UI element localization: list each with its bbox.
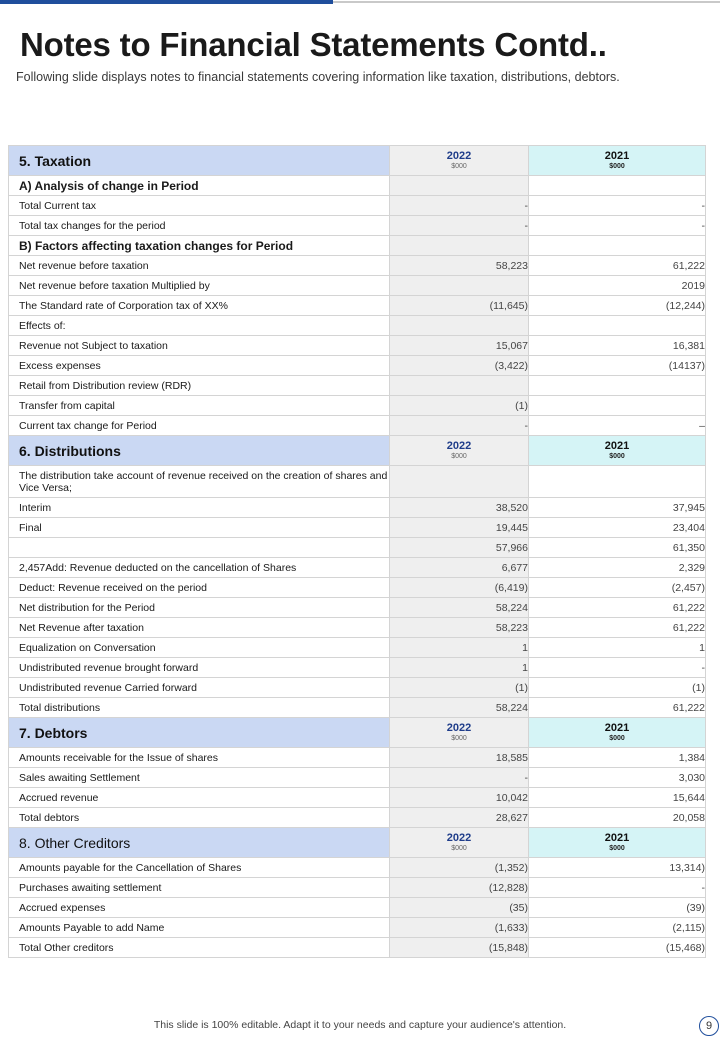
year-2021-label: 2021 <box>604 150 630 162</box>
row-label: Undistributed revenue brought forward <box>9 658 390 678</box>
table-row <box>9 578 706 598</box>
unit-2022-label: $000 <box>451 845 467 852</box>
value-2021: - <box>529 196 706 216</box>
value-2021 <box>529 316 706 336</box>
top-accent-bar <box>0 0 333 4</box>
year-2021-label: 2021 <box>604 440 630 452</box>
table-row <box>9 898 706 918</box>
unit-2021-label: $000 <box>609 735 625 742</box>
value-2021: (12,244) <box>529 296 706 316</box>
unit-2021-label: $000 <box>609 453 625 460</box>
value-2021 <box>529 396 706 416</box>
value-2022 <box>390 376 529 396</box>
value-2022: (11,645) <box>390 296 529 316</box>
table-row <box>9 396 706 416</box>
value-2022: 1 <box>390 638 529 658</box>
table-row <box>9 638 706 658</box>
year-2022-header <box>390 718 529 748</box>
section-header-row <box>9 146 706 176</box>
value-2021: 2,329 <box>529 558 706 578</box>
row-label: Transfer from capital <box>9 396 390 416</box>
table-row <box>9 698 706 718</box>
value-2022: 58,223 <box>390 256 529 276</box>
value-2021: - <box>529 658 706 678</box>
table-row <box>9 518 706 538</box>
value-2021 <box>529 376 706 396</box>
year-2022-header <box>390 146 529 176</box>
table-row <box>9 176 706 196</box>
page-number: 9 <box>699 1016 719 1036</box>
table-row <box>9 256 706 276</box>
section-title: 8. Other Creditors <box>9 828 390 858</box>
row-label <box>9 538 390 558</box>
value-2022: - <box>390 768 529 788</box>
value-2022: 57,966 <box>390 538 529 558</box>
year-2021-header <box>529 146 706 176</box>
table-row <box>9 918 706 938</box>
value-2021: - <box>529 216 706 236</box>
table-row <box>9 808 706 828</box>
table-row <box>9 678 706 698</box>
value-2022 <box>390 316 529 336</box>
table-row <box>9 376 706 396</box>
value-2022: (1) <box>390 678 529 698</box>
page-title: Notes to Financial Statements Contd.. <box>20 26 607 63</box>
row-label: Revenue not Subject to taxation <box>9 336 390 356</box>
value-2022: 38,520 <box>390 498 529 518</box>
value-2021: 61,222 <box>529 256 706 276</box>
unit-2022-label: $000 <box>451 453 467 460</box>
year-2021-header <box>529 828 706 858</box>
row-label: Accrued revenue <box>9 788 390 808</box>
table-row <box>9 296 706 316</box>
year-2022-header <box>390 436 529 466</box>
row-label: Net distribution for the Period <box>9 598 390 618</box>
table-row <box>9 466 706 498</box>
table-row <box>9 276 706 296</box>
year-2021-label: 2021 <box>604 722 630 734</box>
table-row <box>9 356 706 376</box>
row-label: Current tax change for Period <box>9 416 390 436</box>
value-2022: (3,422) <box>390 356 529 376</box>
table-row <box>9 416 706 436</box>
value-2022: - <box>390 416 529 436</box>
value-2021: – <box>529 416 706 436</box>
row-label: Retail from Distribution review (RDR) <box>9 376 390 396</box>
row-label: Amounts receivable for the Issue of shares <box>9 748 390 768</box>
row-label: The distribution take account of revenue received on the creation of shares and Vice Versa; <box>9 466 390 498</box>
value-2021: (39) <box>529 898 706 918</box>
year-2021-label: 2021 <box>604 832 630 844</box>
value-2021: 3,030 <box>529 768 706 788</box>
row-label: The Standard rate of Corporation tax of XX% <box>9 296 390 316</box>
value-2022: (1,633) <box>390 918 529 938</box>
value-2021: 1,384 <box>529 748 706 768</box>
year-2022-label: 2022 <box>446 722 472 734</box>
year-2021-header <box>529 718 706 748</box>
row-label: Total Current tax <box>9 196 390 216</box>
table-row <box>9 878 706 898</box>
value-2022: (6,419) <box>390 578 529 598</box>
row-label: Amounts payable for the Cancellation of Shares <box>9 858 390 878</box>
value-2022: 58,224 <box>390 598 529 618</box>
row-label: Deduct: Revenue received on the period <box>9 578 390 598</box>
row-label: Amounts Payable to add Name <box>9 918 390 938</box>
value-2022: 19,445 <box>390 518 529 538</box>
table-row <box>9 558 706 578</box>
value-2022: (1,352) <box>390 858 529 878</box>
value-2022: 6,677 <box>390 558 529 578</box>
unit-2021-label: $000 <box>609 163 625 170</box>
value-2022: 10,042 <box>390 788 529 808</box>
top-divider-line <box>333 1 720 3</box>
value-2022: (1) <box>390 396 529 416</box>
value-2022: 18,585 <box>390 748 529 768</box>
row-label: 2,457Add: Revenue deducted on the cancellation of Shares <box>9 558 390 578</box>
value-2021: - <box>529 878 706 898</box>
value-2022: (12,828) <box>390 878 529 898</box>
value-2022 <box>390 176 529 196</box>
value-2021: 15,644 <box>529 788 706 808</box>
value-2022 <box>390 466 529 498</box>
value-2021: 61,222 <box>529 598 706 618</box>
row-label: Effects of: <box>9 316 390 336</box>
value-2022 <box>390 236 529 256</box>
year-2021-header <box>529 436 706 466</box>
value-2022: (35) <box>390 898 529 918</box>
value-2022 <box>390 276 529 296</box>
value-2022: 28,627 <box>390 808 529 828</box>
value-2021: 13,314) <box>529 858 706 878</box>
value-2022: 1 <box>390 658 529 678</box>
section-header-row <box>9 718 706 748</box>
year-2022-label: 2022 <box>446 150 472 162</box>
row-label: Total distributions <box>9 698 390 718</box>
section-title: 7. Debtors <box>9 718 390 748</box>
table-row <box>9 618 706 638</box>
row-label: A) Analysis of change in Period <box>9 176 390 196</box>
row-label: Net Revenue after taxation <box>9 618 390 638</box>
row-label: Equalization on Conversation <box>9 638 390 658</box>
value-2022: 58,224 <box>390 698 529 718</box>
unit-2021-label: $000 <box>609 845 625 852</box>
row-label: Sales awaiting Settlement <box>9 768 390 788</box>
row-label: Accrued expenses <box>9 898 390 918</box>
value-2021: 1 <box>529 638 706 658</box>
unit-2022-label: $000 <box>451 735 467 742</box>
table-row <box>9 938 706 958</box>
value-2021: (15,468) <box>529 938 706 958</box>
row-label: Excess expenses <box>9 356 390 376</box>
value-2021: (14137) <box>529 356 706 376</box>
value-2021 <box>529 236 706 256</box>
table-row <box>9 768 706 788</box>
value-2022: 58,223 <box>390 618 529 638</box>
page-subtitle: Following slide displays notes to financial statements covering information like taxation, distributions, debtors. <box>16 70 620 84</box>
section-header-row <box>9 828 706 858</box>
value-2022: - <box>390 196 529 216</box>
value-2022: 15,067 <box>390 336 529 356</box>
table-row <box>9 196 706 216</box>
year-2022-label: 2022 <box>446 832 472 844</box>
value-2021 <box>529 466 706 498</box>
row-label: Final <box>9 518 390 538</box>
row-label: Net revenue before taxation <box>9 256 390 276</box>
section-title: 6. Distributions <box>9 436 390 466</box>
value-2021: 16,381 <box>529 336 706 356</box>
table-row <box>9 316 706 336</box>
year-2022-header <box>390 828 529 858</box>
section-header-row <box>9 436 706 466</box>
table-row <box>9 748 706 768</box>
row-label: Undistributed revenue Carried forward <box>9 678 390 698</box>
row-label: Interim <box>9 498 390 518</box>
table-row <box>9 538 706 558</box>
table-row <box>9 658 706 678</box>
row-label: Total Other creditors <box>9 938 390 958</box>
value-2021: (2,115) <box>529 918 706 938</box>
section-title: 5. Taxation <box>9 146 390 176</box>
value-2021: (1) <box>529 678 706 698</box>
row-label: Net revenue before taxation Multiplied by <box>9 276 390 296</box>
table-row <box>9 858 706 878</box>
table-row <box>9 216 706 236</box>
table-row <box>9 236 706 256</box>
value-2021: 61,350 <box>529 538 706 558</box>
value-2021: 20,058 <box>529 808 706 828</box>
value-2021: 2019 <box>529 276 706 296</box>
financial-notes-table <box>8 145 706 958</box>
table-row <box>9 788 706 808</box>
unit-2022-label: $000 <box>451 163 467 170</box>
row-label: B) Factors affecting taxation changes for Period <box>9 236 390 256</box>
table-row <box>9 336 706 356</box>
value-2021: 61,222 <box>529 618 706 638</box>
value-2021: 37,945 <box>529 498 706 518</box>
table-row <box>9 598 706 618</box>
table-row <box>9 498 706 518</box>
value-2021: (2,457) <box>529 578 706 598</box>
row-label: Total tax changes for the period <box>9 216 390 236</box>
year-2022-label: 2022 <box>446 440 472 452</box>
row-label: Purchases awaiting settlement <box>9 878 390 898</box>
value-2021 <box>529 176 706 196</box>
value-2021: 23,404 <box>529 518 706 538</box>
value-2022: - <box>390 216 529 236</box>
footer-note: This slide is 100% editable. Adapt it to your needs and capture your audience's attention. <box>153 1019 567 1031</box>
value-2022: (15,848) <box>390 938 529 958</box>
row-label: Total debtors <box>9 808 390 828</box>
value-2021: 61,222 <box>529 698 706 718</box>
